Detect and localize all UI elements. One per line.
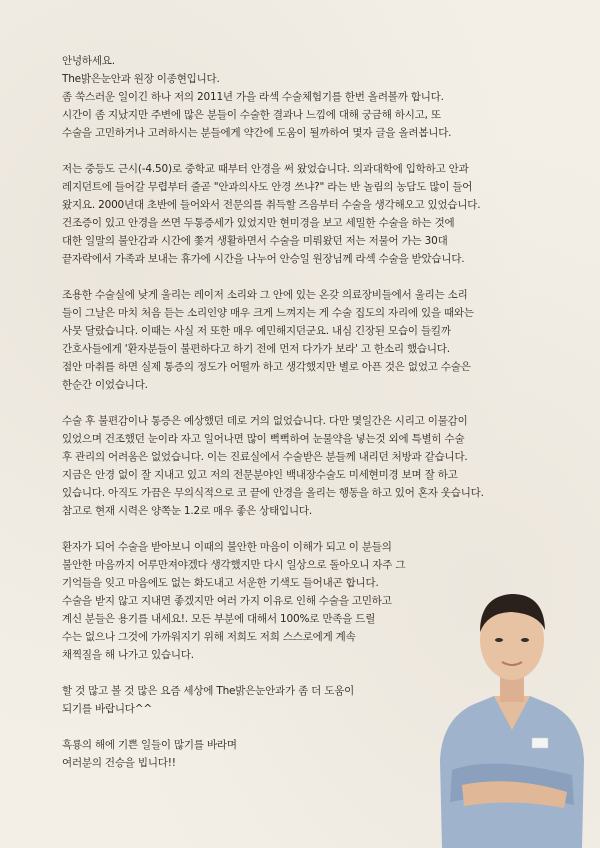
text-line: 대한 일말의 불안감과 시간에 쫓겨 생활하면서 수술을 미뤄왔던 저는 저물어 가는 30대 (62, 235, 448, 247)
text-line: 후 관리의 어려움은 없었습니다. 이는 진료실에서 수술받은 분들께 내리던 처방과 같습니다. (62, 451, 468, 463)
text-line: 있습니다. 아직도 가끔은 무의식적으로 코 끝에 안경을 올리는 행동을 하고 있어 혼자 웃습니다. (62, 487, 484, 499)
greeting: 안녕하세요. (62, 55, 115, 67)
paragraph-2 (62, 160, 562, 268)
text-line: 수술을 고민하거나 고려하시는 분들에게 약간에 도움이 될까하여 몇자 글을 올려봅니다. (62, 127, 452, 139)
text-line: 할 것 많고 볼 것 많은 요즘 세상에 The밝은눈안과가 좀 더 도움이 (62, 685, 355, 697)
text-line: 계신 분들은 용기를 내세요!. 모든 부분에 대해서 100%로 만족을 드릴 (62, 613, 376, 625)
text-line: 조용한 수술실에 낮게 울리는 레이저 소리와 그 안에 있는 온갖 의료장비들에서 울리는 소리 (62, 289, 468, 301)
text-line: 흑룡의 해에 기쁜 일들이 많기를 바라며 (62, 739, 237, 751)
paragraph-3 (62, 286, 562, 394)
text-line: 수는 없으나 그것에 가까워지기 위해 저희도 저희 스스로에게 계속 (62, 631, 356, 643)
text-line: 끝자락에서 가족과 보내는 휴가에 시간을 나누어 안승일 원장님께 라섹 수술을 받았습니다. (62, 253, 465, 265)
text-line: 왔지요. 2000년대 초반에 들어와서 전문의를 취득할 즈음부터 수술을 생각해오고 있었습니다. (62, 199, 481, 211)
text-line: 기억들을 잊고 마음에도 없는 화도내고 서운한 기색도 들어내곤 합니다. (62, 577, 379, 589)
text-line: 간호사들에게 '환자분들이 불편하다고 하기 전에 먼저 다가가 보라' 고 한소리 했습니다. (62, 343, 450, 355)
text-line: 불안한 마음까지 어루만져야겠다 생각했지만 다시 일상으로 돌아오니 자주 그 (62, 559, 406, 571)
paragraph-1 (62, 88, 562, 142)
text-line: 한순간 이었습니다. (62, 379, 148, 391)
paragraph-4 (62, 412, 562, 520)
text-line: 사뭇 달랐습니다. 이때는 사실 저 또한 매우 예민해지던군요. 내심 긴장된 모습이 들킬까 (62, 325, 451, 337)
text-line: 되기를 바랍니다^^ (62, 703, 152, 715)
text-line: 건조증이 있고 안경을 쓰면 두통증세가 있었지만 현미경을 보고 세밀한 수술을 하는 것에 (62, 217, 455, 229)
text-line: 들이 그날은 마치 처음 듣는 소리인양 매우 크게 느껴지는 게 수술 집도의 자리에 있을 때와는 (62, 307, 474, 319)
text-line: 채찍질을 해 나가고 있습니다. (62, 649, 194, 661)
text-line: 점안 마취를 하면 실제 통증의 정도가 어떨까 하고 생각했지만 별로 아픈 것은 없었고 수술은 (62, 361, 471, 373)
text-line: 저는 중등도 근시(-4.50)로 중학교 때부터 안경을 써 왔었습니다. 의과대학에 입학하고 안과 (62, 163, 469, 175)
text-line: 시간이 좀 지났지만 주변에 많은 분들이 수술한 결과나 느낌에 대해 궁금해 하시고, 또 (62, 109, 441, 121)
text-line: 참고로 현재 시력은 양쪽눈 1.2로 매우 좋은 상태입니다. (62, 505, 313, 517)
text-line: 있었으며 건조했던 눈이라 자고 일어나면 많이 뻑뻑하여 눈물약을 넣는것 외에 특별히 수술 (62, 433, 465, 445)
text-line: 여러분의 건승을 빕니다!! (62, 757, 176, 769)
text-line: 수술을 받지 않고 지내면 좋겠지만 여러 가지 이유로 인해 수술을 고민하고 (62, 595, 392, 607)
text-line: 좀 쑥스러운 일이긴 하나 저의 2011년 가을 라섹 수술체험기를 한번 올려볼까 합니다. (62, 91, 444, 103)
text-line: 지금은 안경 없이 잘 지내고 있고 저의 전문분야인 백내장수술도 미세현미경 보며 잘 하고 (62, 469, 458, 481)
text-line: 환자가 되어 수술을 받아보니 이때의 불안한 마음이 이해가 되고 이 분들의 (62, 541, 392, 553)
text-line: 레지던트에 들어갈 무렵부터 줄곧 "안과의사도 안경 쓰냐?" 라는 반 놀림의 농담도 많이 들어 (62, 181, 473, 193)
doctor-portrait (432, 570, 592, 848)
text-line: 수술 후 불편감이나 통증은 예상했던 데로 거의 없었습니다. 다만 몇일간은 시리고 이물감이 (62, 415, 468, 427)
intro-line: The밝은눈안과 원장 이종현입니다. (62, 73, 220, 85)
